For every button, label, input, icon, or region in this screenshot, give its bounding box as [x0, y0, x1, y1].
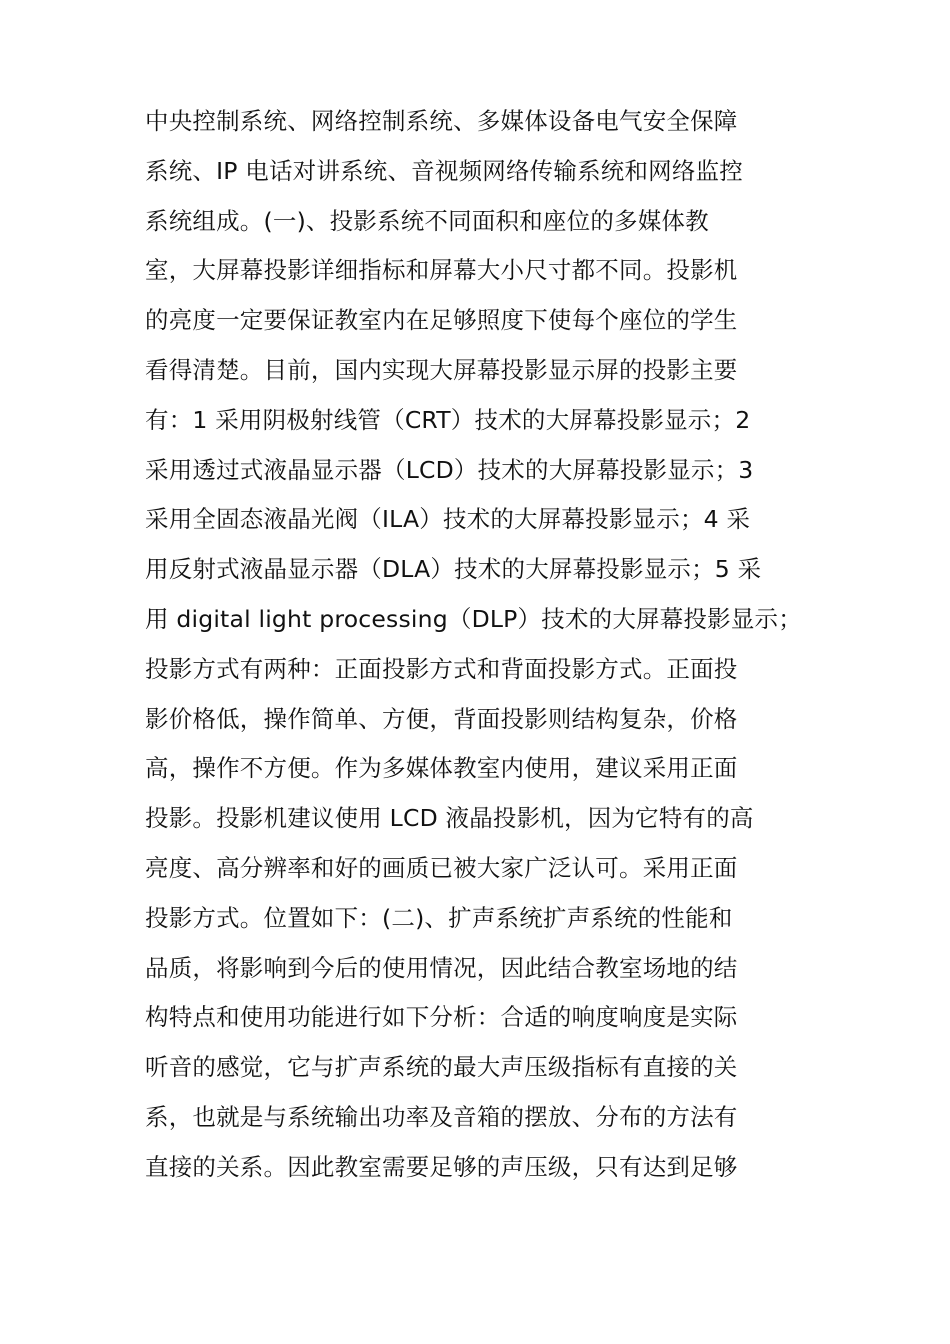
text-line: 投影方式。位置如下：(二)、扩声系统扩声系统的性能和 [145, 903, 733, 932]
text-line: 用 digital light processing（DLP）技术的大屏幕投影显示； [145, 604, 802, 633]
text-line: 系统、IP 电话对讲系统、音视频网络传输系统和网络监控 [145, 156, 743, 185]
text-line: 采用全固态液晶光阀（ILA）技术的大屏幕投影显示；4 采 [145, 505, 751, 534]
text-line: 有：1 采用阴极射线管（CRT）技术的大屏幕投影显示；2 [145, 405, 751, 434]
text-line: 亮度、高分辨率和好的画质已被大家广泛认可。采用正面 [145, 853, 738, 882]
text-line: 品质，将影响到今后的使用情况，因此结合教室场地的结 [145, 953, 738, 982]
text-line: 听音的感觉，它与扩声系统的最大声压级指标有直接的关 [145, 1053, 738, 1082]
text-line: 高，操作不方便。作为多媒体教室内使用，建议采用正面 [145, 754, 738, 783]
text-line: 投影。投影机建议使用 LCD 液晶投影机，因为它特有的高 [145, 804, 754, 833]
text-line: 直接的关系。因此教室需要足够的声压级，只有达到足够 [145, 1152, 738, 1181]
text-line: 系，也就是与系统输出功率及音箱的摆放、分布的方法有 [145, 1102, 738, 1131]
text-line: 采用透过式液晶显示器（LCD）技术的大屏幕投影显示；3 [145, 455, 754, 484]
text-line: 投影方式有两种：正面投影方式和背面投影方式。正面投 [145, 654, 738, 683]
text-line: 中央控制系统、网络控制系统、多媒体设备电气安全保障 [145, 107, 738, 135]
text-line: 影价格低，操作简单、方便，背面投影则结构复杂，价格 [145, 704, 738, 733]
text-line: 室，大屏幕投影详细指标和屏幕大小尺寸都不同。投影机 [145, 256, 738, 285]
text-line: 系统组成。(一)、投影系统不同面积和座位的多媒体教 [145, 206, 709, 235]
text-line: 的亮度一定要保证教室内在足够照度下使每个座位的学生 [145, 306, 738, 335]
text-line: 用反射式液晶显示器（DLA）技术的大屏幕投影显示；5 采 [145, 555, 762, 584]
text-line: 构特点和使用功能进行如下分析：合适的响度响度是实际 [145, 1003, 738, 1032]
text-line: 看得清楚。目前，国内实现大屏幕投影显示屏的投影主要 [145, 355, 738, 384]
body-paragraph [145, 97, 825, 1193]
